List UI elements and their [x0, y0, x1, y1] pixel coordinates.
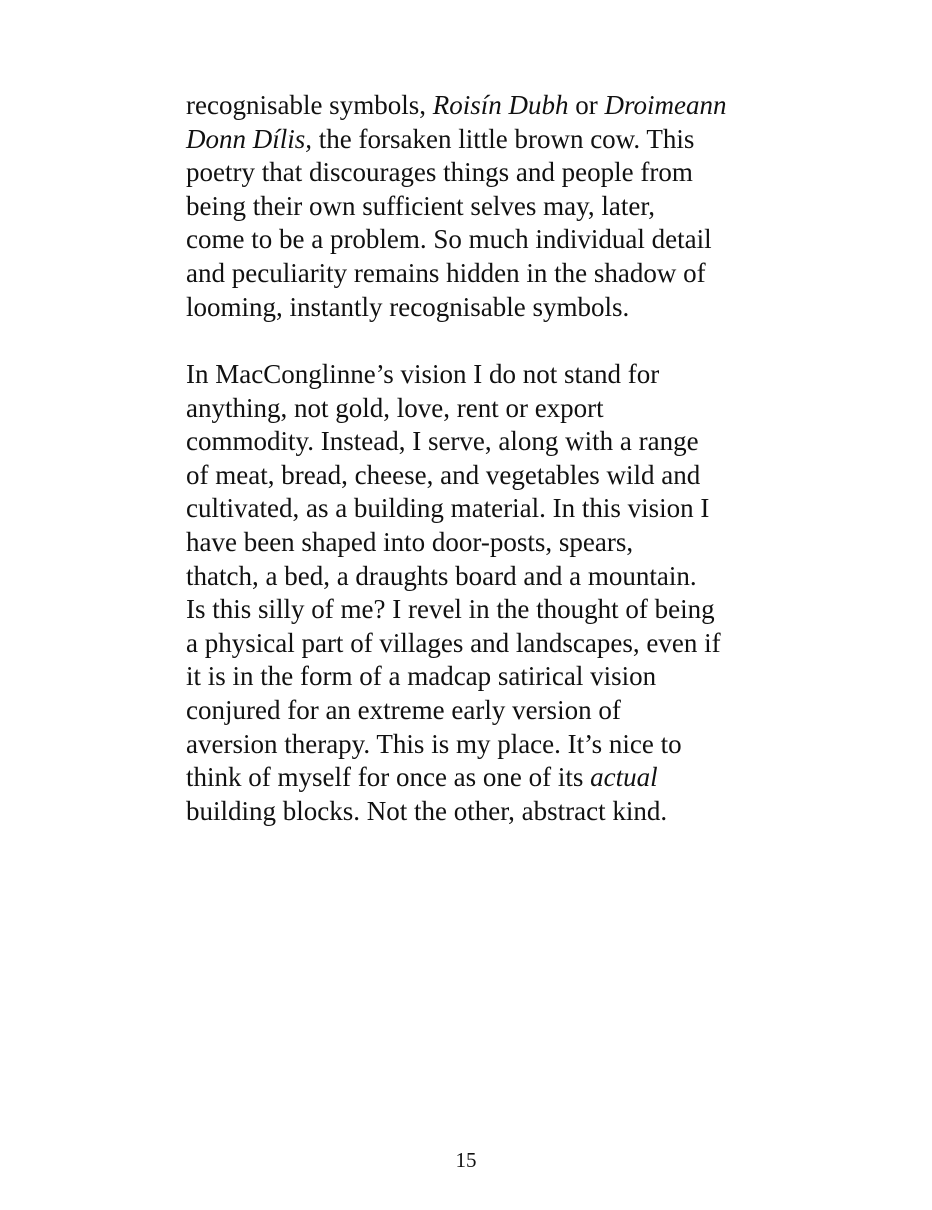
- text-line: conjured for an extreme early version of: [186, 694, 621, 725]
- text-line: building blocks. Not the other, abstract kind.: [186, 795, 668, 826]
- text-line: anything, not gold, love, rent or export: [186, 392, 604, 423]
- text-line: a physical part of villages and landscapes, even if: [186, 627, 721, 658]
- text-line: it is in the form of a madcap satirical vision: [186, 661, 657, 692]
- text-line: looming, instantly recognisable symbols.: [186, 291, 630, 322]
- text-line: think of myself for once as one of its actual: [186, 762, 658, 793]
- text-line: and peculiarity remains hidden in the shadow of: [186, 257, 706, 288]
- text-line: of meat, bread, cheese, and vegetables wild and: [186, 459, 701, 490]
- text-line: Is this silly of me? I revel in the thought of being: [186, 594, 715, 625]
- text-line: being their own sufficient selves may, later,: [186, 190, 656, 221]
- italic-emphasis: actual: [590, 762, 658, 793]
- text-line: Donn Dílis, the forsaken little brown cow. This: [186, 123, 695, 154]
- text-line: come to be a problem. So much individual detail: [186, 224, 712, 255]
- text-line: recognisable symbols, Roisín Dubh or Droimeann: [186, 90, 727, 120]
- italic-title: Droimeann: [604, 90, 727, 120]
- page-number: 15: [455, 1148, 477, 1172]
- paragraph: [186, 89, 726, 324]
- italic-title: Roisín Dubh: [432, 90, 569, 120]
- text-line: have been shaped into door-posts, spears,: [186, 526, 634, 557]
- text-line: thatch, a bed, a draughts board and a mountain.: [186, 560, 697, 591]
- text-line: aversion therapy. This is my place. It’s nice to: [186, 728, 682, 759]
- text-line: commodity. Instead, I serve, along with a range: [186, 426, 699, 457]
- paragraph: [186, 358, 721, 828]
- text-line: In MacConglinne’s vision I do not stand for: [186, 359, 660, 389]
- text-line: poetry that discourages things and people from: [186, 157, 693, 188]
- text-line: cultivated, as a building material. In this vision I: [186, 493, 710, 524]
- italic-title: Donn Dílis,: [186, 123, 313, 154]
